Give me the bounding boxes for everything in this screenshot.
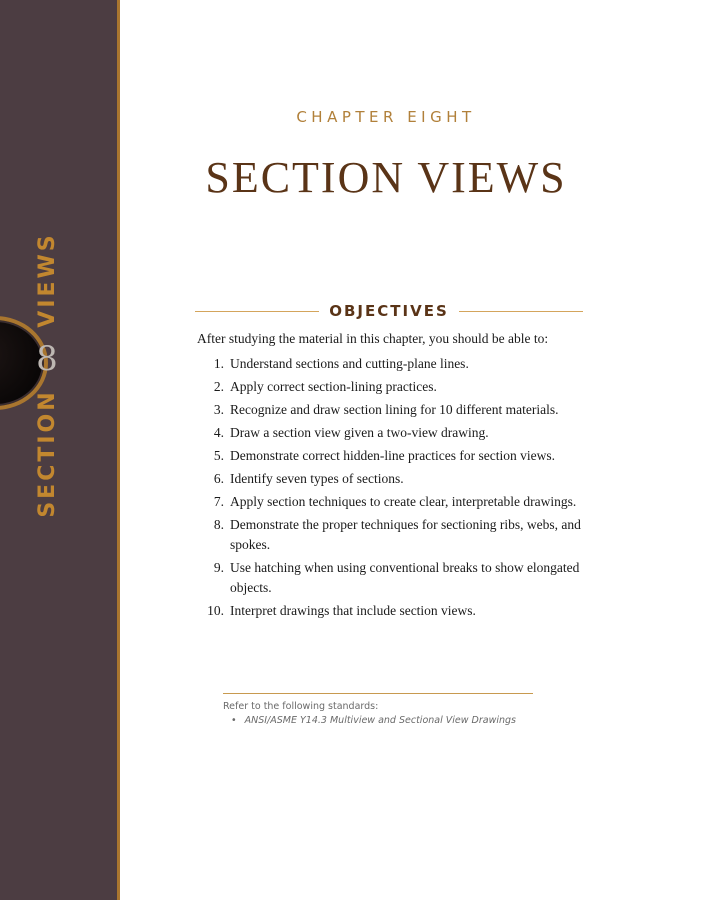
objective-number: 6. [213, 471, 224, 486]
standards-list [223, 715, 533, 726]
objective-text: Understand sections and cutting-plane lines. [230, 356, 469, 371]
objective-number: 5. [213, 448, 224, 463]
objective-text: Demonstrate correct hidden-line practices for section views. [230, 448, 555, 463]
objective-item [197, 446, 582, 466]
objective-item [197, 400, 582, 420]
chapter-sidebar [0, 0, 120, 900]
objective-number: 1. [213, 356, 224, 371]
objective-item [197, 423, 582, 443]
objective-number: 10. [207, 603, 224, 618]
objectives-heading-text: OBJECTIVES [329, 302, 449, 320]
objective-number: 7. [213, 494, 224, 509]
objective-number: 2. [213, 379, 224, 394]
heading-rule-right [459, 311, 583, 312]
heading-rule-left [195, 311, 319, 312]
objective-text: Draw a section view given a two-view drawing. [230, 425, 489, 440]
objective-text: Identify seven types of sections. [230, 471, 404, 486]
standards-box [223, 693, 533, 726]
objectives-list [197, 354, 582, 624]
objective-text: Recognize and draw section lining for 10 different materials. [230, 402, 559, 417]
objective-number: 8. [213, 517, 224, 532]
standards-title: Refer to the following standards: [223, 701, 379, 712]
objective-text: Apply section techniques to create clear, interpretable drawings. [230, 494, 577, 509]
sidebar-word-section: SECTION [34, 389, 60, 518]
objective-item [197, 377, 582, 397]
chapter-title: SECTION VIEWS [205, 153, 567, 202]
objective-text: Apply correct section-lining practices. [230, 379, 437, 394]
objective-text: Demonstrate the proper techniques for sectioning ribs, webs, and spokes. [230, 517, 581, 552]
objective-item [197, 601, 582, 621]
objective-item [197, 515, 582, 555]
standard-item: • ANSI/ASME Y14.3 Multiview and Sectional View Drawings [223, 715, 533, 726]
sidebar-word-views: VIEWS [34, 232, 60, 328]
chapter-label: CHAPTER EIGHT [296, 108, 476, 126]
objective-text: Use hatching when using conventional breaks to show elongated objects. [230, 560, 580, 595]
objective-number: 3. [213, 402, 224, 417]
objectives-intro: After studying the material in this chapter, you should be able to: [197, 331, 549, 346]
objective-number: 4. [213, 425, 224, 440]
sidebar-vertical-title [27, 232, 67, 517]
objective-item [197, 492, 582, 512]
objective-number: 9. [213, 560, 224, 575]
objective-item [197, 354, 582, 374]
sidebar-chapter-number: 8 [36, 338, 58, 379]
objective-item [197, 558, 582, 598]
objective-text: Interpret drawings that include section views. [230, 603, 476, 618]
objective-item [197, 469, 582, 489]
objectives-heading [195, 302, 583, 320]
